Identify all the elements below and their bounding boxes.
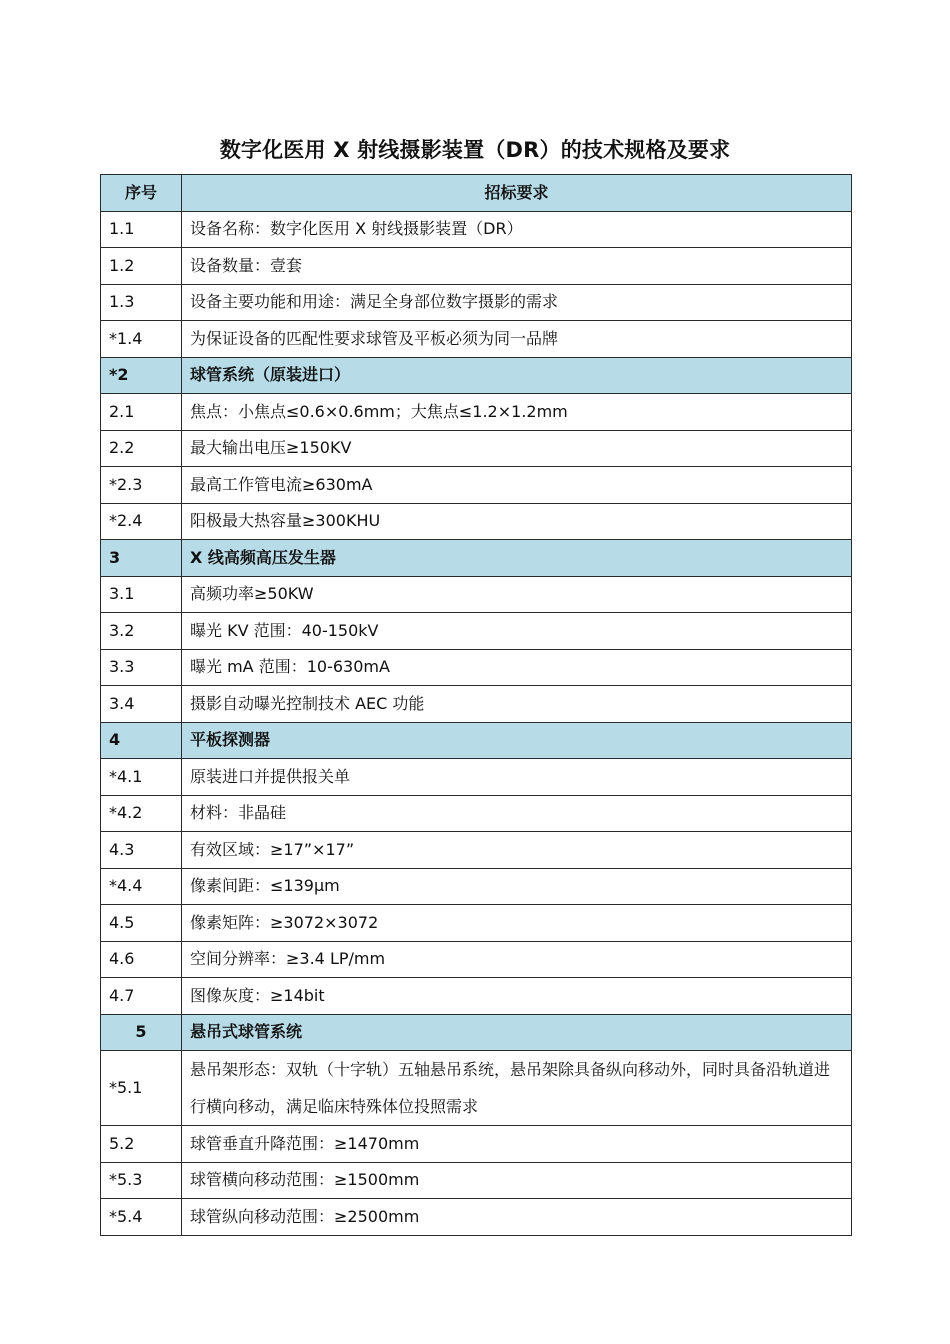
row-requirement: 有效区域：≥17”×17” [182, 832, 852, 869]
table-row [101, 503, 852, 540]
row-index: 5.2 [101, 1126, 182, 1163]
spec-table-body [101, 211, 852, 1235]
row-requirement: 球管垂直升降范围：≥1470mm [182, 1126, 852, 1163]
row-index: 3 [101, 540, 182, 577]
row-index: 2.2 [101, 430, 182, 467]
table-row [101, 832, 852, 869]
table-row [101, 321, 852, 358]
row-requirement: 阳极最大热容量≥300KHU [182, 503, 852, 540]
row-index: 3.4 [101, 686, 182, 723]
row-index: *4.1 [101, 759, 182, 796]
row-requirement: 空间分辨率：≥3.4 LP/mm [182, 941, 852, 978]
row-requirement: 为保证设备的匹配性要求球管及平板必须为同一品牌 [182, 321, 852, 358]
row-index: 5 [101, 1014, 182, 1051]
row-requirement: 设备数量：壹套 [182, 248, 852, 285]
row-requirement: 曝光 KV 范围：40-150kV [182, 613, 852, 650]
table-row [101, 248, 852, 285]
row-index: 1.1 [101, 211, 182, 248]
row-requirement: 像素间距：≤139μm [182, 868, 852, 905]
row-index: *4.2 [101, 795, 182, 832]
row-requirement: 球管纵向移动范围：≥2500mm [182, 1199, 852, 1236]
row-requirement: 焦点：小焦点≤0.6×0.6mm；大焦点≤1.2×1.2mm [182, 394, 852, 431]
row-index: 4.6 [101, 941, 182, 978]
row-index: 2.1 [101, 394, 182, 431]
table-row [101, 1051, 852, 1126]
row-index: *5.4 [101, 1199, 182, 1236]
table-row [101, 394, 852, 431]
table-row [101, 795, 852, 832]
document-title: 数字化医用 X 射线摄影装置（DR）的技术规格及要求 [219, 138, 731, 162]
table-row [101, 978, 852, 1015]
table-row [101, 211, 852, 248]
row-index: *2.3 [101, 467, 182, 504]
table-row [101, 576, 852, 613]
row-index: *2 [101, 357, 182, 394]
table-row [101, 613, 852, 650]
row-requirement: 设备主要功能和用途：满足全身部位数字摄影的需求 [182, 284, 852, 321]
table-row [101, 759, 852, 796]
row-requirement: 图像灰度：≥14bit [182, 978, 852, 1015]
row-requirement: 平板探测器 [182, 722, 852, 759]
row-requirement: 高频功率≥50KW [182, 576, 852, 613]
row-index: *1.4 [101, 321, 182, 358]
row-requirement: 球管系统（原装进口） [182, 357, 852, 394]
row-index: 4 [101, 722, 182, 759]
table-row [101, 430, 852, 467]
row-index: *4.4 [101, 868, 182, 905]
row-index: *5.3 [101, 1162, 182, 1199]
section-row [101, 357, 852, 394]
row-index: 1.3 [101, 284, 182, 321]
section-row [101, 722, 852, 759]
table-row [101, 1126, 852, 1163]
row-requirement: 像素矩阵：≥3072×3072 [182, 905, 852, 942]
row-index: *5.1 [101, 1051, 182, 1126]
row-requirement: 设备名称：数字化医用 X 射线摄影装置（DR） [182, 211, 852, 248]
row-index: 3.1 [101, 576, 182, 613]
table-row [101, 1199, 852, 1236]
table-row [101, 1162, 852, 1199]
row-requirement: 摄影自动曝光控制技术 AEC 功能 [182, 686, 852, 723]
row-index: 1.2 [101, 248, 182, 285]
row-requirement: X 线高频高压发生器 [182, 540, 852, 577]
table-row [101, 467, 852, 504]
table-row [101, 686, 852, 723]
table-header-row [101, 175, 852, 212]
header-index: 序号 [101, 175, 182, 212]
row-index: 4.5 [101, 905, 182, 942]
row-requirement: 球管横向移动范围：≥1500mm [182, 1162, 852, 1199]
section-row [101, 540, 852, 577]
row-index: 3.2 [101, 613, 182, 650]
section-row [101, 1014, 852, 1051]
row-requirement: 材料：非晶硅 [182, 795, 852, 832]
row-index: 4.3 [101, 832, 182, 869]
row-requirement: 最大输出电压≥150KV [182, 430, 852, 467]
row-requirement: 最高工作管电流≥630mA [182, 467, 852, 504]
table-row [101, 649, 852, 686]
row-index: 4.7 [101, 978, 182, 1015]
table-row [101, 284, 852, 321]
row-requirement: 悬吊架形态：双轨（十字轨）五轴悬吊系统，悬吊架除具备纵向移动外，同时具备沿轨道进行横向移动，满足临床特殊体位投照需求 [182, 1051, 852, 1126]
row-requirement: 曝光 mA 范围：10-630mA [182, 649, 852, 686]
spec-table [100, 174, 852, 1236]
row-index: *2.4 [101, 503, 182, 540]
table-row [101, 905, 852, 942]
header-requirement: 招标要求 [182, 175, 852, 212]
table-row [101, 941, 852, 978]
row-requirement: 悬吊式球管系统 [182, 1014, 852, 1051]
row-index: 3.3 [101, 649, 182, 686]
row-requirement: 原装进口并提供报关单 [182, 759, 852, 796]
table-row [101, 868, 852, 905]
